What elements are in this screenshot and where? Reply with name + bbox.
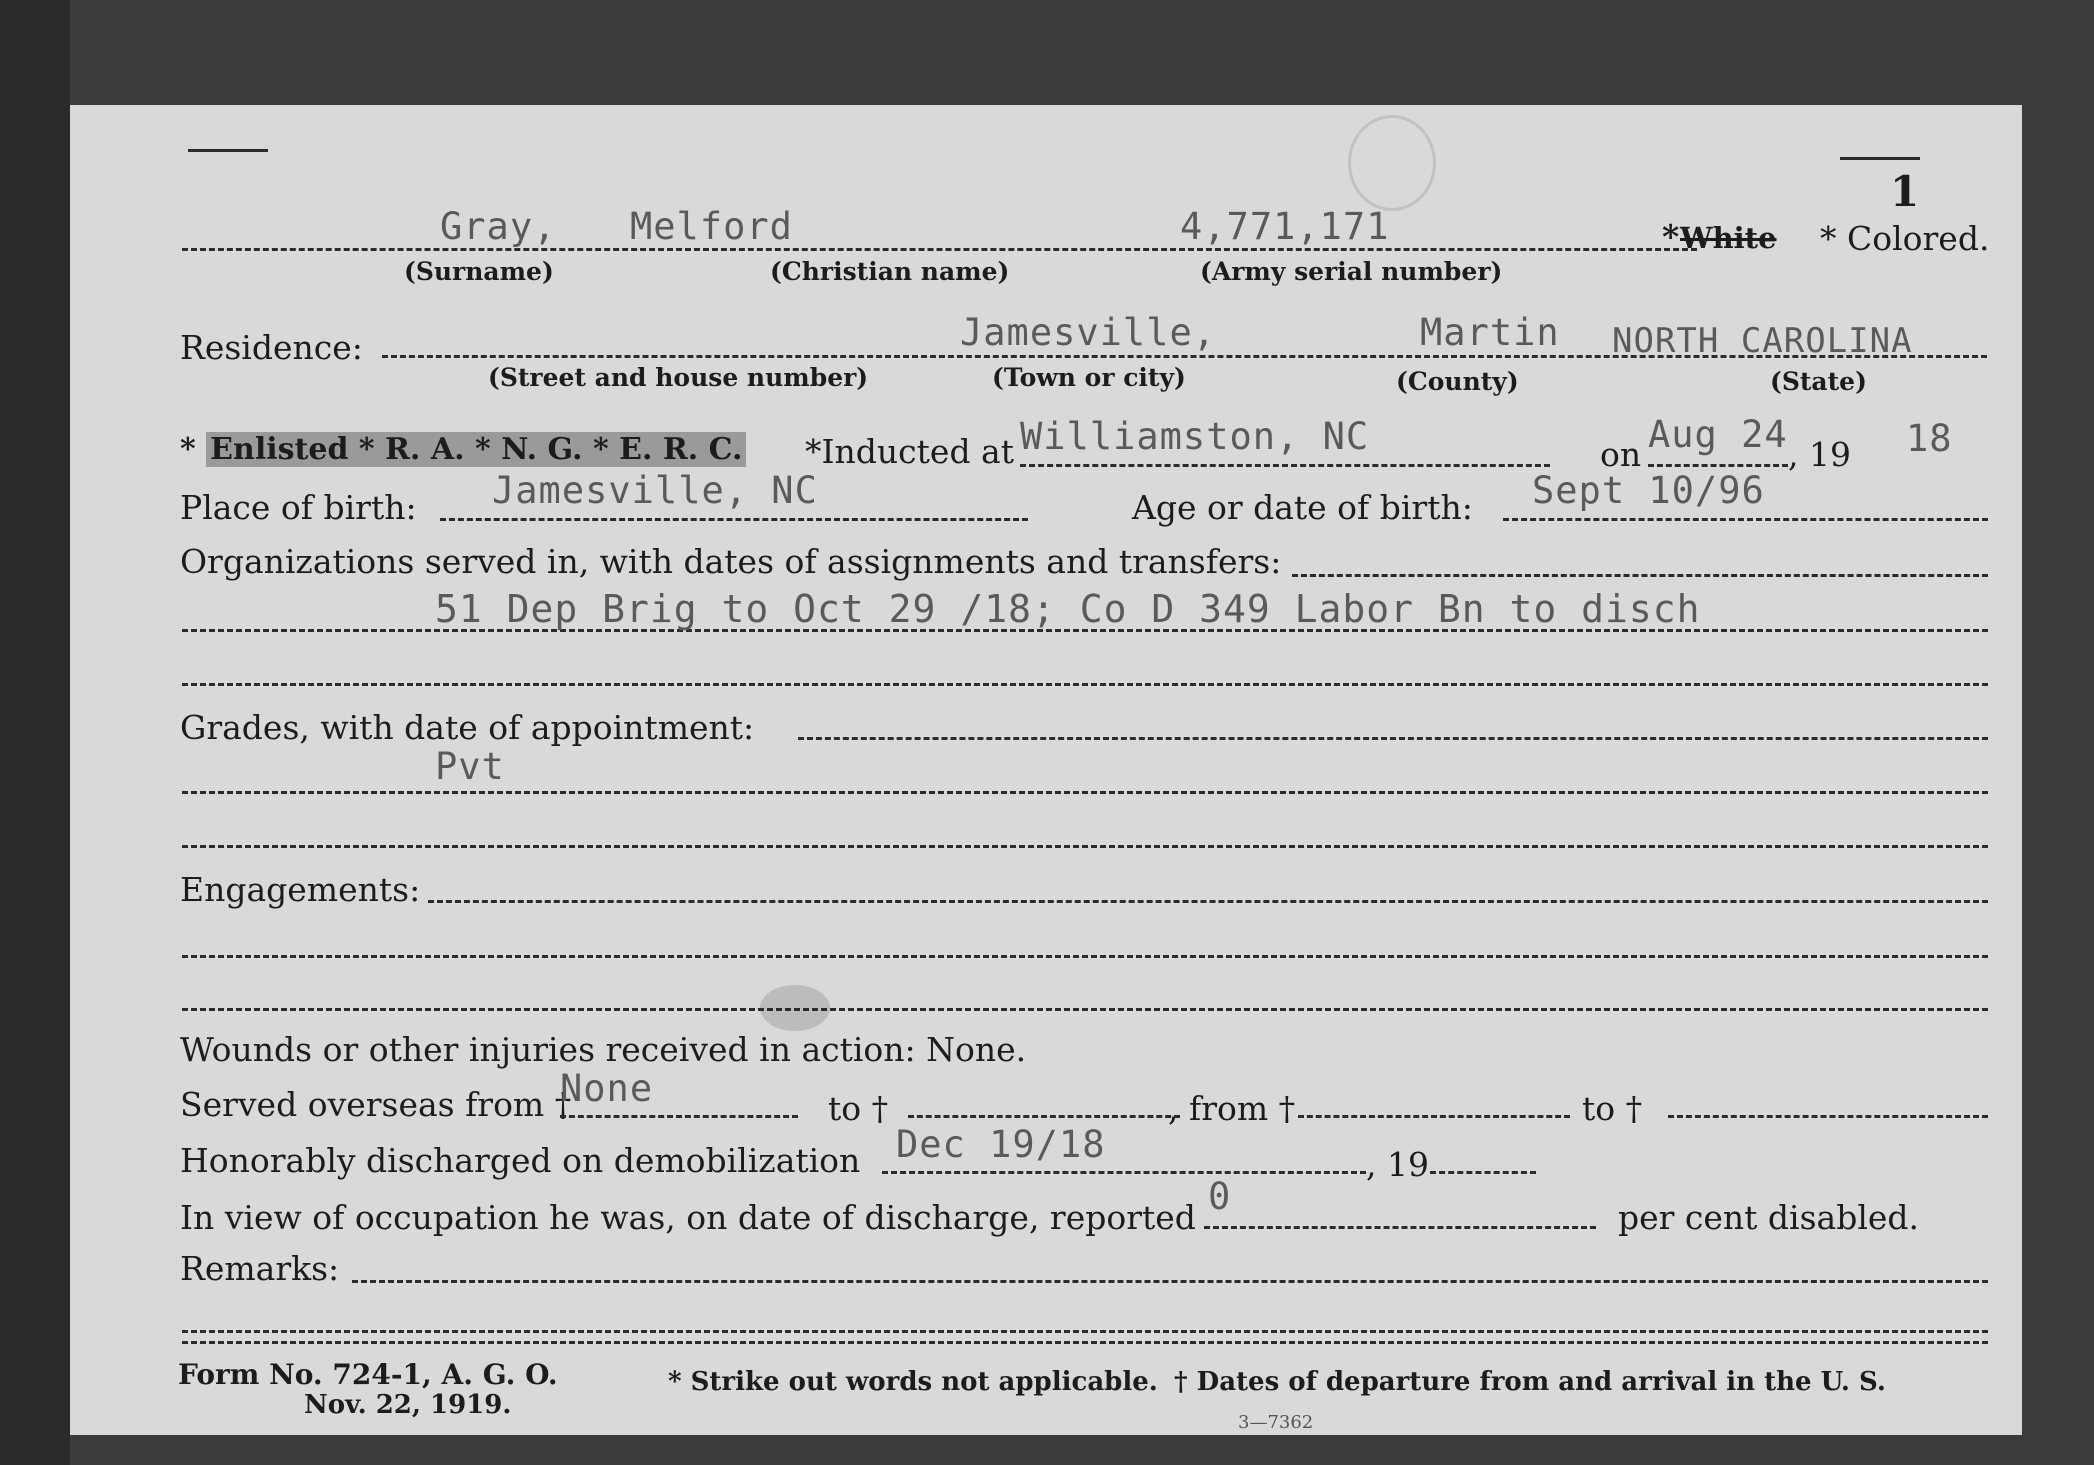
- discharge-label: Honorably discharged on demobilization: [180, 1141, 861, 1180]
- birth-place-value: Jamesville, NC: [492, 469, 818, 512]
- race-white-asterisk: *: [1662, 217, 1680, 256]
- grades-label: Grades, with date of appointment:: [180, 708, 755, 747]
- remarks-line-1: [352, 1280, 1988, 1283]
- engagements-line-2: [182, 955, 1988, 958]
- inducted-place-value: Williamston, NC: [1020, 415, 1370, 458]
- residence-state-value: NORTH CAROLINA: [1612, 321, 1913, 361]
- county-caption: (County): [1396, 367, 1519, 396]
- enlisted-label: * Enlisted * R. A. * N. G. * E. R. C.: [180, 432, 746, 467]
- wounds-label: Wounds or other injuries received in action: None.: [180, 1030, 1027, 1069]
- grades-line-1: [798, 737, 1988, 740]
- discharge-date-line: [882, 1171, 1366, 1174]
- discharge-year-label: , 19: [1366, 1145, 1429, 1184]
- dagger-note: † Dates of departure from and arrival in the U. S.: [1174, 1367, 1886, 1397]
- remarks-line-3: [182, 1341, 1988, 1344]
- organizations-line-1: [1292, 574, 1988, 577]
- overseas-from-label: Served overseas from †: [180, 1085, 572, 1124]
- race-colored-option: * Colored.: [1820, 219, 1990, 258]
- form-number: Form No. 724-1, A. G. O.: [178, 1358, 558, 1391]
- disability-value: 0: [1208, 1175, 1232, 1218]
- grades-entry: Pvt: [435, 745, 505, 788]
- overseas-from-value: None: [560, 1067, 654, 1110]
- grades-line-2: [182, 791, 1988, 794]
- overseas-to-line: [908, 1115, 1180, 1118]
- birth-date-line: [1503, 518, 1988, 521]
- race-white-option: White: [1680, 221, 1777, 255]
- birth-date-value: Sept 10/96: [1532, 469, 1765, 512]
- serial-number-value: 4,771,171: [1180, 205, 1390, 248]
- form-date: Nov. 22, 1919.: [304, 1390, 512, 1420]
- top-right-rule: [1840, 157, 1920, 160]
- top-left-rule: [188, 149, 268, 152]
- town-caption: (Town or city): [992, 363, 1186, 392]
- organizations-line-3: [182, 683, 1988, 686]
- overseas-from-line: [560, 1115, 798, 1118]
- overseas-from2-line: [1298, 1115, 1570, 1118]
- residence-town-value: Jamesville,: [960, 311, 1217, 354]
- residence-label: Residence:: [180, 328, 363, 367]
- surname-caption: (Surname): [404, 257, 554, 286]
- engagements-label: Engagements:: [180, 870, 421, 909]
- name-line: [182, 248, 1697, 251]
- christian-name-value: Melford: [630, 205, 793, 248]
- remarks-label: Remarks:: [180, 1249, 340, 1288]
- strike-note: * Strike out words not applicable.: [668, 1367, 1158, 1397]
- inducted-place-line: [1020, 464, 1550, 467]
- disability-line: [1204, 1226, 1596, 1229]
- birth-place-line: [440, 518, 1028, 521]
- overseas-from2-label: , from †: [1168, 1089, 1296, 1128]
- overseas-to-label: to †: [828, 1089, 889, 1128]
- discharge-year-line: [1430, 1171, 1536, 1174]
- scan-background: [0, 0, 70, 1465]
- organizations-entry: 51 Dep Brig to Oct 29 /18; Co D 349 Labor Bn to disch: [435, 587, 1701, 631]
- inducted-year-prefix: , 19: [1788, 435, 1851, 474]
- christian-name-caption: (Christian name): [770, 257, 1010, 286]
- grades-line-3: [182, 845, 1988, 848]
- disability-suffix: per cent disabled.: [1618, 1198, 1920, 1237]
- remarks-line-2: [182, 1330, 1988, 1333]
- surname-value: Gray,: [440, 205, 557, 248]
- birth-place-label: Place of birth:: [180, 488, 417, 527]
- inducted-date-value: Aug 24: [1648, 413, 1788, 456]
- print-code: 3—7362: [1238, 1412, 1314, 1433]
- organizations-label: Organizations served in, with dates of assignments and transfers:: [180, 542, 1282, 581]
- inducted-at-label: *Inducted at: [805, 432, 1014, 471]
- inducted-date-line: [1648, 464, 1788, 467]
- engagements-line-1: [428, 900, 1988, 903]
- service-record-card: [70, 105, 2022, 1435]
- disability-label: In view of occupation he was, on date of discharge, reported: [180, 1198, 1196, 1237]
- inducted-year-value: 18: [1906, 417, 1953, 460]
- birth-date-label: Age or date of birth:: [1132, 488, 1473, 527]
- card-number: 1: [1890, 167, 1920, 216]
- faint-stamp: [1348, 115, 1436, 211]
- discharge-date-value: Dec 19/18: [896, 1123, 1106, 1166]
- state-caption: (State): [1770, 367, 1867, 396]
- engagements-line-3: [182, 1008, 1988, 1011]
- street-caption: (Street and house number): [488, 363, 869, 392]
- residence-county-value: Martin: [1420, 311, 1560, 354]
- serial-number-caption: (Army serial number): [1200, 257, 1503, 286]
- inducted-on-label: on: [1600, 435, 1642, 474]
- overseas-to2-line: [1668, 1115, 1988, 1118]
- overseas-to2-label: to †: [1582, 1089, 1643, 1128]
